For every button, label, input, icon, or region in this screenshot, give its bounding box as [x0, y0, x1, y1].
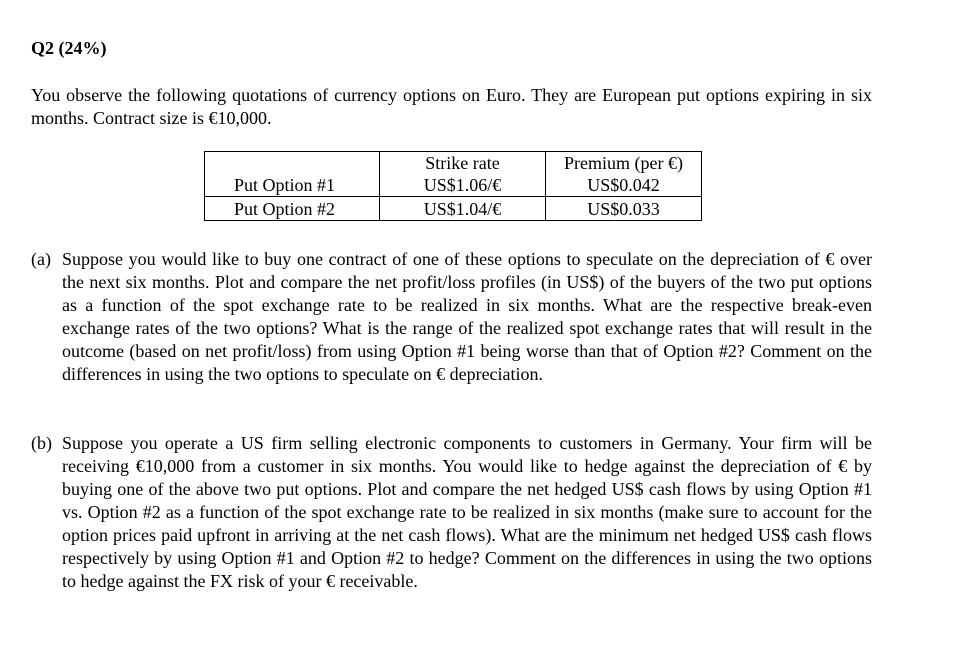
question-part-a-text: Suppose you would like to buy one contract of one of these options to speculate on the depreciation of € over the next six months. Plot and compare the net profit/loss profiles (in US$) of the buyers of the two put options as a function of the spot exchange rate to be realized in six months. What are the respective break-even exchange rates of the two options? What is the range of the realized spot exchange rates that will result in the outcome (based on net profit/loss) from using Option #1 being worse than that of Option #2? Comment on the differences in using the two options to speculate on € depreciation.	[62, 249, 872, 384]
question-part-a-label: (a)	[31, 249, 51, 269]
table-cell-strike: US$1.06/€	[380, 174, 546, 197]
table-cell-premium: US$0.033	[546, 197, 702, 221]
table-cell-option: Put Option #2	[205, 197, 380, 221]
table-cell-option: Put Option #1	[205, 174, 380, 197]
table-cell-premium: US$0.042	[546, 174, 702, 197]
table-header-premium: Premium (per €)	[546, 152, 702, 175]
question-part-b-text: Suppose you operate a US firm selling electronic components to customers in Germany. Your firm will be receiving €10,000 from a customer in six months. You would like to hedge against the depreciation of € by buying one of the above two put options. Plot and compare the net hedged US$ cash flows by using Option #1 vs. Option #2 as a function of the spot exchange rate to be realized in six months (make sure to account for the option prices paid upfront in arriving at the net cash flows). What are the minimum net hedged US$ cash flows respectively by using Option #1 and Option #2 to hedge? Comment on the differences in using the two options to hedge against the FX risk of your € receivable.	[62, 433, 872, 591]
intro-paragraph: You observe the following quotations of currency options on Euro. They are European put options expiring in six months. Contract size is €10,000.	[31, 85, 872, 128]
table-header-strike: Strike rate	[380, 152, 546, 175]
question-part-b-label: (b)	[31, 433, 52, 453]
question-part-a	[31, 248, 872, 386]
option-quotes-table	[204, 151, 702, 221]
question-part-b	[31, 432, 872, 593]
table-row	[205, 174, 702, 197]
table-row	[205, 197, 702, 221]
table-header-row	[205, 152, 702, 175]
table-cell-strike: US$1.04/€	[380, 197, 546, 221]
question-heading: Q2 (24%)	[31, 38, 107, 58]
table-header-blank	[205, 152, 380, 175]
